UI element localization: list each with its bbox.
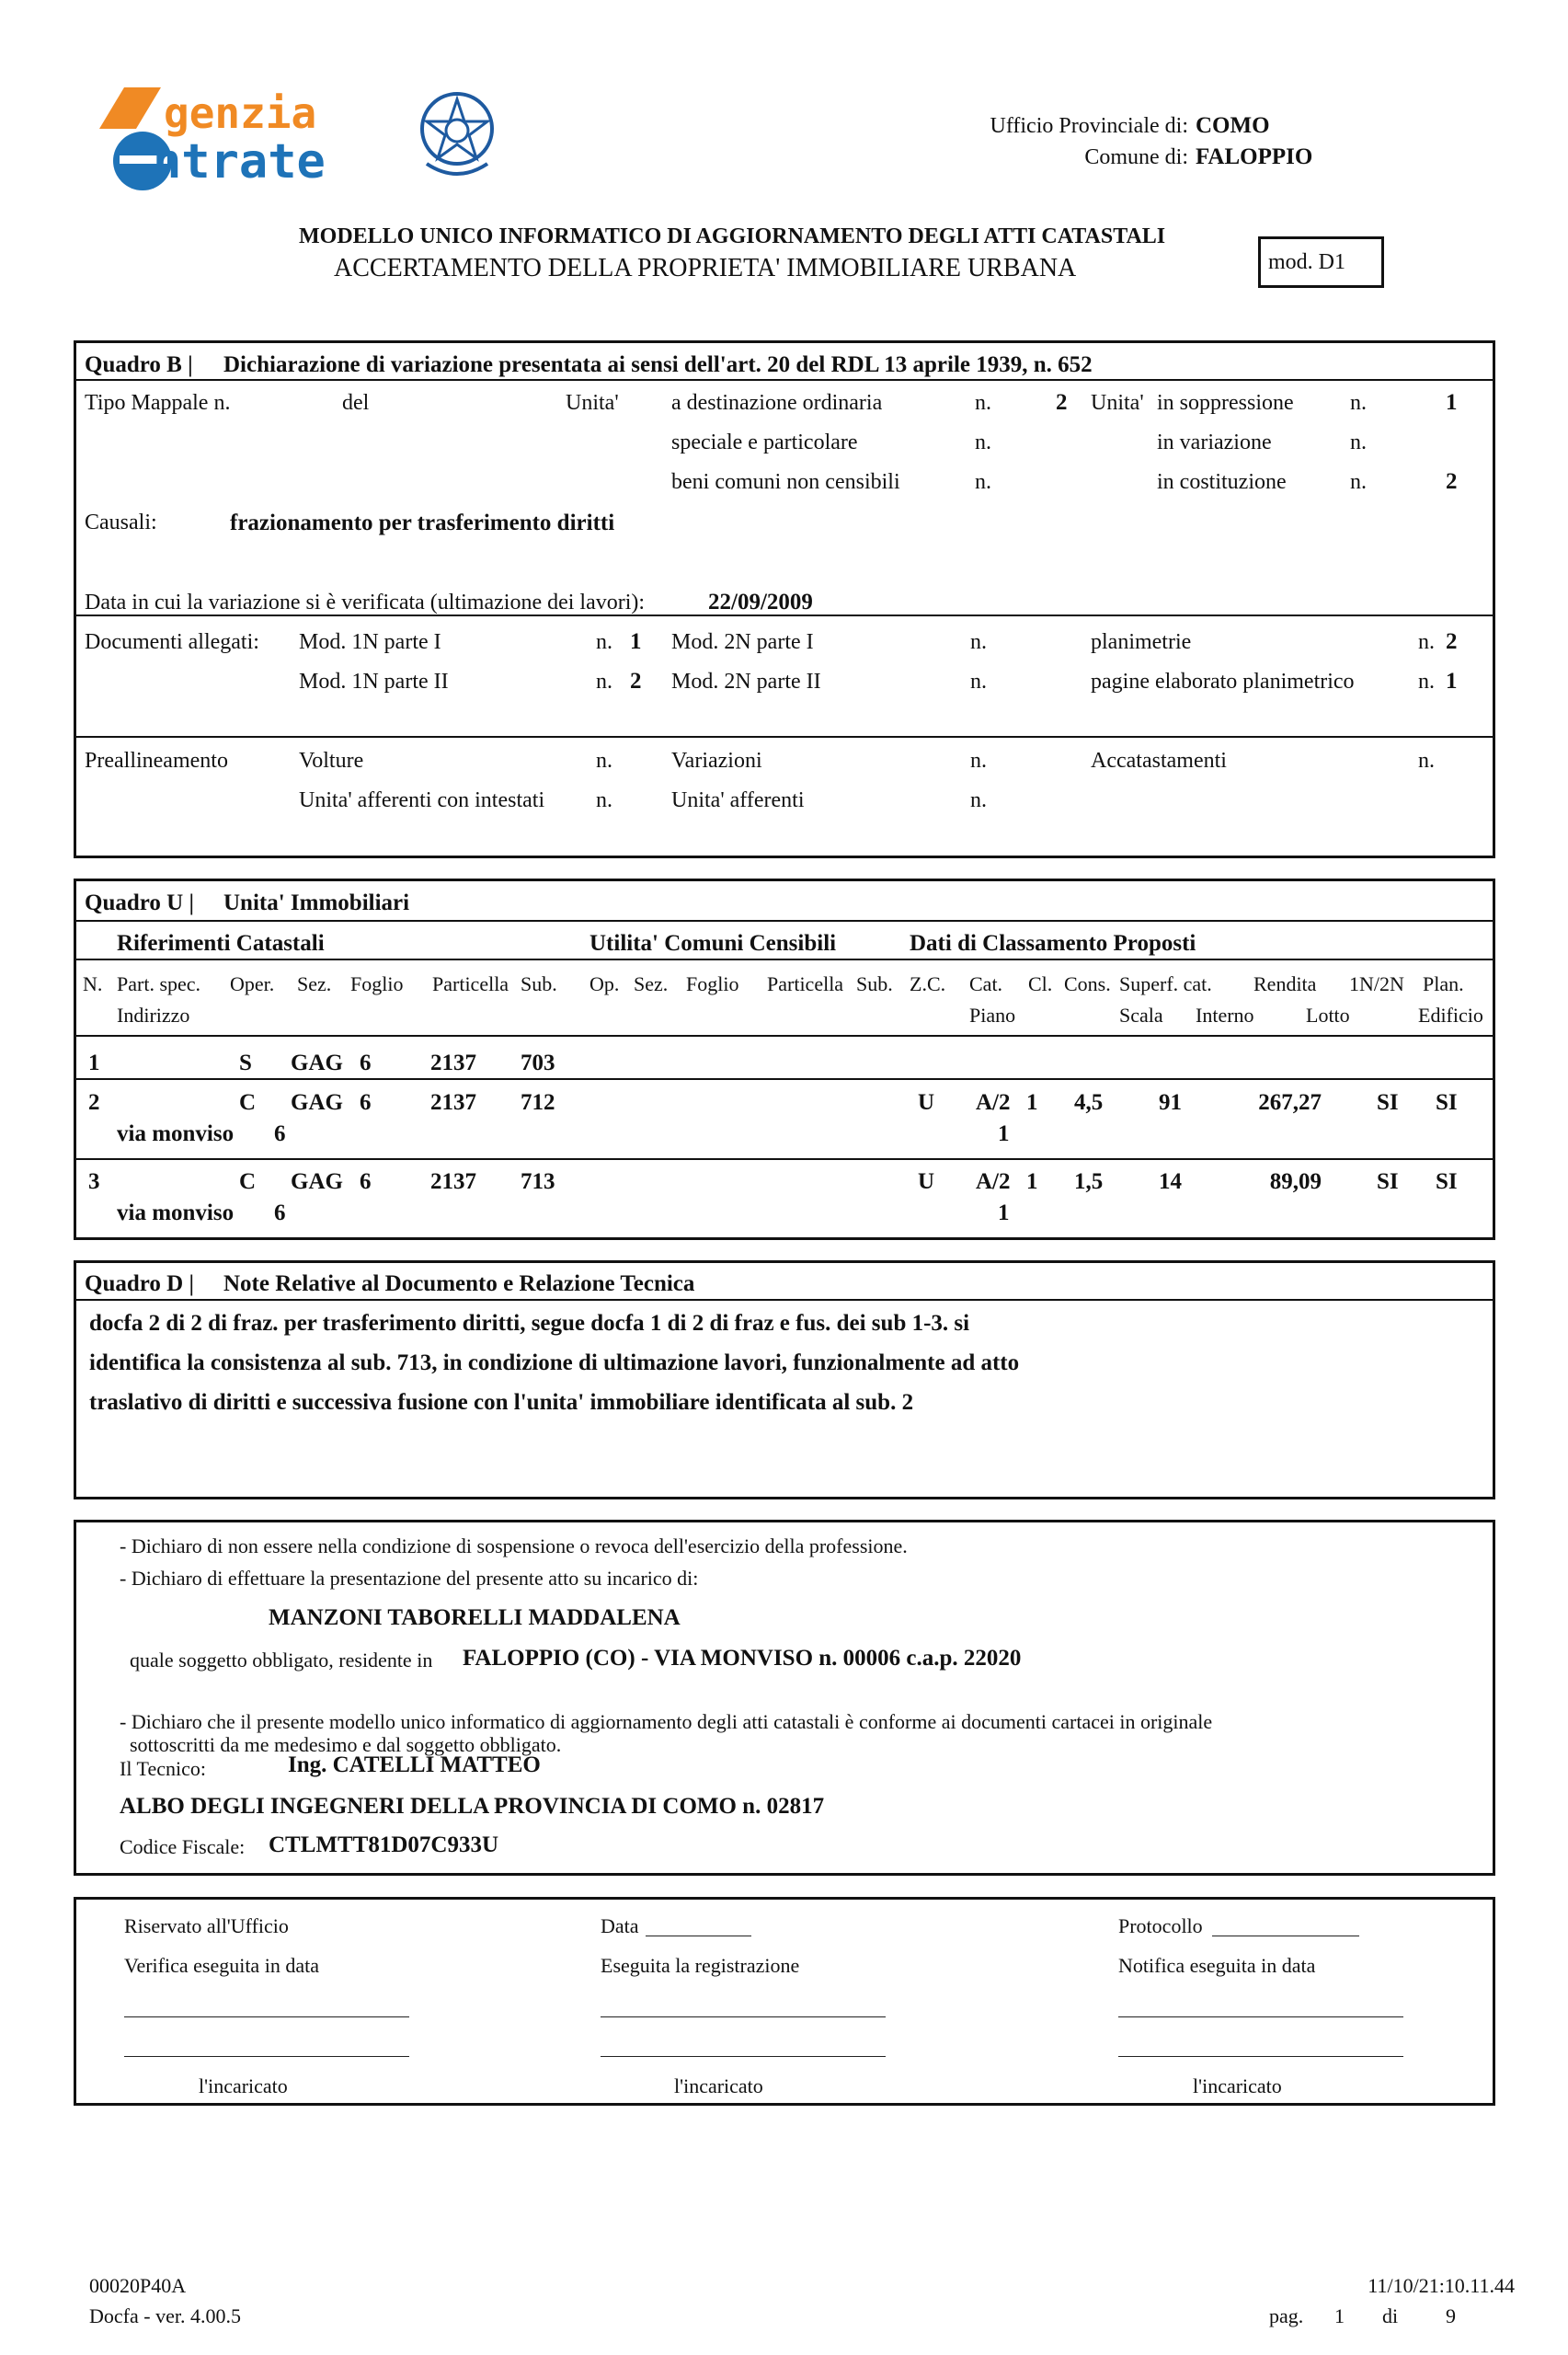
row-plan: SI bbox=[1436, 1169, 1458, 1194]
codice-fiscale-value: CTLMTT81D07C933U bbox=[269, 1832, 499, 1857]
emblem-icon bbox=[416, 83, 498, 184]
note-line-1: docfa 2 di 2 di fraz. per trasferimento diritti, segue docfa 1 di 2 di fraz e fus. dei sub 1-3. si bbox=[89, 1311, 970, 1336]
pagine-elaborato-value: 1 bbox=[1446, 669, 1458, 694]
beni-comuni-n: n. bbox=[975, 470, 991, 494]
eseguita-label: Eseguita la registrazione bbox=[601, 1954, 800, 1977]
mod-box bbox=[1258, 236, 1384, 288]
accatastamenti-n: n. bbox=[1418, 749, 1435, 773]
incaricato-1: l'incaricato bbox=[199, 2074, 288, 2097]
row-civico: 6 bbox=[274, 1121, 286, 1146]
dati-classamento-header: Dati di Classamento Proposti bbox=[910, 931, 1196, 956]
row-rendita: 89,09 bbox=[1269, 1169, 1322, 1194]
row-sub: 713 bbox=[521, 1169, 555, 1194]
row-cl: 1 bbox=[1026, 1090, 1038, 1115]
row-superf: 91 bbox=[1159, 1090, 1182, 1115]
col-sub2: Sub. bbox=[856, 972, 893, 995]
col-lotto: Lotto bbox=[1306, 1004, 1350, 1027]
albo-ingegneri: ALBO DEGLI INGEGNERI DELLA PROVINCIA DI COMO n. 02817 bbox=[120, 1794, 825, 1819]
col-particella: Particella bbox=[432, 972, 509, 995]
footer-timestamp: 11/10/21:10.11.44 bbox=[1368, 2274, 1515, 2297]
comune-label: Comune di: bbox=[1084, 145, 1188, 169]
col-edificio: Edificio bbox=[1418, 1004, 1483, 1027]
row-zc: U bbox=[918, 1090, 935, 1115]
tecnico-label: Il Tecnico: bbox=[120, 1757, 206, 1780]
quadro-b-divider-2 bbox=[75, 736, 1494, 738]
row-cons: 4,5 bbox=[1074, 1090, 1104, 1115]
mod1n-parte2-value: 2 bbox=[630, 669, 642, 694]
col-plan: Plan. bbox=[1423, 972, 1464, 995]
dichiarazione-3b: sottoscritti da me medesimo e dal soggetto obbligato. bbox=[130, 1733, 562, 1756]
footer-di-label: di bbox=[1382, 2304, 1399, 2327]
utilita-comuni-header: Utilita' Comuni Censibili bbox=[589, 931, 837, 956]
col-sub: Sub. bbox=[521, 972, 557, 995]
quadro-b-header-divider bbox=[75, 379, 1494, 381]
row-plan: SI bbox=[1436, 1090, 1458, 1115]
col-cat: Cat. bbox=[969, 972, 1003, 995]
unita-afferenti-n: n. bbox=[970, 788, 987, 812]
row-piano: 1 bbox=[998, 1200, 1010, 1225]
row-indirizzo: via monviso bbox=[117, 1200, 235, 1225]
incaricato-2: l'incaricato bbox=[674, 2074, 763, 2097]
soggetto-obbligato: MANZONI TABORELLI MADDALENA bbox=[269, 1605, 681, 1630]
quadro-d-code: Quadro D | bbox=[85, 1271, 194, 1296]
row-superf: 14 bbox=[1159, 1169, 1182, 1194]
row-foglio: 6 bbox=[360, 1051, 372, 1075]
residente-value: FALOPPIO (CO) - VIA MONVISO n. 00006 c.a.p. 22020 bbox=[463, 1646, 1022, 1671]
row-cons: 1,5 bbox=[1074, 1169, 1104, 1194]
quadro-u-groups-divider bbox=[75, 959, 1494, 960]
protocollo-label: Protocollo bbox=[1118, 1914, 1203, 1937]
row-oper: C bbox=[239, 1169, 257, 1194]
quadro-u-columns-divider bbox=[75, 1035, 1494, 1037]
quadro-u-code: Quadro U | bbox=[85, 890, 194, 915]
col-zc: Z.C. bbox=[910, 972, 946, 995]
riservato-label: Riservato all'Ufficio bbox=[124, 1914, 289, 1937]
data-variazione-value: 22/09/2009 bbox=[708, 590, 813, 615]
footer-total-pages: 9 bbox=[1446, 2304, 1456, 2327]
pagine-elaborato-n: n. bbox=[1418, 670, 1435, 694]
col-scala: Scala bbox=[1119, 1004, 1163, 1027]
verifica-line-1 bbox=[124, 2016, 409, 2017]
col-particella2: Particella bbox=[767, 972, 844, 995]
soppressione-value: 1 bbox=[1446, 390, 1458, 415]
unita-afferenti-intestati-label: Unita' afferenti con intestati bbox=[299, 788, 545, 812]
mod1n-parte1-n: n. bbox=[596, 630, 612, 654]
row-sez: GAG bbox=[291, 1051, 343, 1075]
row-particella: 2137 bbox=[430, 1051, 476, 1075]
soppressione-n: n. bbox=[1350, 391, 1367, 415]
planimetrie-value: 2 bbox=[1446, 629, 1458, 654]
documenti-label: Documenti allegati: bbox=[85, 630, 259, 654]
pagine-elaborato-label: pagine elaborato planimetrico bbox=[1091, 670, 1355, 694]
row-indirizzo: via monviso bbox=[117, 1121, 235, 1146]
col-foglio: Foglio bbox=[350, 972, 404, 995]
codice-fiscale-label: Codice Fiscale: bbox=[120, 1835, 246, 1858]
row-oper: C bbox=[239, 1090, 257, 1115]
eseguita-line-1 bbox=[601, 2016, 886, 2017]
data-label: Data bbox=[601, 1914, 639, 1937]
row-civico: 6 bbox=[274, 1200, 286, 1225]
preallineamento-label: Preallineamento bbox=[85, 749, 228, 773]
row-particella: 2137 bbox=[430, 1169, 476, 1194]
row-n: 2 bbox=[88, 1090, 100, 1115]
col-1n2n: 1N/2N bbox=[1349, 972, 1404, 995]
riferimenti-catastali-header: Riferimenti Catastali bbox=[117, 931, 325, 956]
row-1n2n: SI bbox=[1377, 1169, 1399, 1194]
del-label: del bbox=[342, 391, 370, 415]
notifica-label: Notifica eseguita in data bbox=[1118, 1954, 1316, 1977]
ufficio-label: Ufficio Provinciale di: bbox=[990, 114, 1188, 138]
row-foglio: 6 bbox=[360, 1090, 372, 1115]
mod1n-parte2-label: Mod. 1N parte II bbox=[299, 670, 449, 694]
col-rendita: Rendita bbox=[1253, 972, 1317, 995]
row-sub: 712 bbox=[521, 1090, 555, 1115]
eseguita-line-2 bbox=[601, 2056, 886, 2057]
note-line-2: identifica la consistenza al sub. 713, in condizione di ultimazione lavori, funzionalmente ad atto bbox=[89, 1350, 1020, 1375]
col-sez: Sez. bbox=[297, 972, 332, 995]
quadro-d-title: Note Relative al Documento e Relazione Tecnica bbox=[223, 1271, 695, 1296]
volture-label: Volture bbox=[299, 749, 364, 773]
speciale-n: n. bbox=[975, 431, 991, 454]
costituzione-label: in costituzione bbox=[1157, 470, 1287, 494]
col-superf: Superf. cat. bbox=[1119, 972, 1212, 995]
row-cl: 1 bbox=[1026, 1169, 1038, 1194]
unita-label: Unita' bbox=[566, 391, 619, 415]
planimetrie-label: planimetrie bbox=[1091, 630, 1192, 654]
mod1n-parte1-value: 1 bbox=[630, 629, 642, 654]
beni-comuni-label: beni comuni non censibili bbox=[671, 470, 900, 494]
dichiarazione-1: - Dichiaro di non essere nella condizione di sospensione o revoca dell'esercizio della professione. bbox=[120, 1534, 908, 1557]
comune-value: FALOPPIO bbox=[1196, 144, 1313, 169]
mod1n-parte2-n: n. bbox=[596, 670, 612, 694]
row-piano: 1 bbox=[998, 1121, 1010, 1146]
col-op2: Op. bbox=[589, 972, 620, 995]
footer-code: 00020P40A bbox=[89, 2274, 187, 2297]
row-cat: A/2 bbox=[976, 1169, 1011, 1194]
logo-text-entrate: ntrate bbox=[153, 134, 326, 190]
quadro-u-row-divider-1 bbox=[75, 1078, 1494, 1080]
ufficio-value: COMO bbox=[1196, 113, 1270, 138]
variazioni-label: Variazioni bbox=[671, 749, 762, 773]
costituzione-value: 2 bbox=[1446, 469, 1458, 494]
quadro-b-code: Quadro B | bbox=[85, 352, 193, 377]
row-n: 3 bbox=[88, 1169, 100, 1194]
incaricato-3: l'incaricato bbox=[1193, 2074, 1282, 2097]
dest-ordinaria-n: n. bbox=[975, 391, 991, 415]
dichiarazione-2: - Dichiaro di effettuare la presentazione del presente atto su incarico di: bbox=[120, 1567, 699, 1590]
row-sez: GAG bbox=[291, 1169, 343, 1194]
tecnico-value: Ing. CATELLI MATTEO bbox=[288, 1752, 541, 1777]
dichiarazione-3a: - Dichiaro che il presente modello unico informatico di aggiornamento degli atti catastali è conforme ai documenti cartacei in originale bbox=[120, 1710, 1213, 1733]
speciale-label: speciale e particolare bbox=[671, 431, 858, 454]
volture-n: n. bbox=[596, 749, 612, 773]
col-oper: Oper. bbox=[230, 972, 275, 995]
note-line-3: traslativo di diritti e successiva fusione con l'unita' immobiliare identificata al sub. 2 bbox=[89, 1390, 914, 1415]
accatastamenti-label: Accatastamenti bbox=[1091, 749, 1227, 773]
tipo-mappale-label: Tipo Mappale n. bbox=[85, 391, 231, 415]
soppressione-label: in soppressione bbox=[1157, 391, 1294, 415]
verifica-line-2 bbox=[124, 2056, 409, 2057]
footer-page-number: 1 bbox=[1334, 2304, 1345, 2327]
quadro-b-title: Dichiarazione di variazione presentata ai sensi dell'art. 20 del RDL 13 aprile 1939, n. 652 bbox=[223, 352, 1093, 377]
row-sez: GAG bbox=[291, 1090, 343, 1115]
variazione-n: n. bbox=[1350, 431, 1367, 454]
row-1n2n: SI bbox=[1377, 1090, 1399, 1115]
logo-text-agenzia: genzia bbox=[164, 88, 317, 138]
row-n: 1 bbox=[88, 1051, 100, 1075]
planimetrie-n: n. bbox=[1418, 630, 1435, 654]
col-part-spec: Part. spec. bbox=[117, 972, 201, 995]
mod2n-parte1-label: Mod. 2N parte I bbox=[671, 630, 814, 654]
mod2n-parte2-label: Mod. 2N parte II bbox=[671, 670, 821, 694]
quadro-u-title: Unita' Immobiliari bbox=[223, 890, 410, 915]
col-cl: Cl. bbox=[1028, 972, 1053, 995]
col-interno: Interno bbox=[1196, 1004, 1254, 1027]
col-piano: Piano bbox=[969, 1004, 1016, 1027]
variazione-label: in variazione bbox=[1157, 431, 1272, 454]
row-rendita: 267,27 bbox=[1258, 1090, 1322, 1115]
mod-label: mod. D1 bbox=[1268, 250, 1345, 274]
row-sub: 703 bbox=[521, 1051, 555, 1075]
unita-in-label: Unita' bbox=[1091, 391, 1144, 415]
col-n: N. bbox=[83, 972, 103, 995]
row-particella: 2137 bbox=[430, 1090, 476, 1115]
row-zc: U bbox=[918, 1169, 935, 1194]
col-indirizzo: Indirizzo bbox=[117, 1004, 190, 1027]
costituzione-n: n. bbox=[1350, 470, 1367, 494]
quadro-d-header-divider bbox=[75, 1299, 1494, 1301]
title-line-2: ACCERTAMENTO DELLA PROPRIETA' IMMOBILIARE URBANA bbox=[334, 254, 1077, 282]
col-foglio2: Foglio bbox=[686, 972, 739, 995]
residente-label: quale soggetto obbligato, residente in bbox=[130, 1648, 433, 1671]
verifica-label: Verifica eseguita in data bbox=[124, 1954, 319, 1977]
causali-label: Causali: bbox=[85, 511, 157, 534]
row-cat: A/2 bbox=[976, 1090, 1011, 1115]
notifica-line-1 bbox=[1118, 2016, 1403, 2017]
col-cons: Cons. bbox=[1064, 972, 1111, 995]
data-variazione-label: Data in cui la variazione si è verificata (ultimazione dei lavori): bbox=[85, 591, 646, 615]
mod1n-parte1-label: Mod. 1N parte I bbox=[299, 630, 441, 654]
footer-version: Docfa - ver. 4.00.5 bbox=[89, 2304, 241, 2327]
footer-pag-label: pag. bbox=[1269, 2304, 1304, 2327]
unita-afferenti-label: Unita' afferenti bbox=[671, 788, 805, 812]
mod2n-parte2-n: n. bbox=[970, 670, 987, 694]
causali-value: frazionamento per trasferimento diritti bbox=[230, 511, 615, 535]
title-line-1: MODELLO UNICO INFORMATICO DI AGGIORNAMENTO DEGLI ATTI CATASTALI bbox=[299, 224, 1166, 248]
dest-ordinaria-value: 2 bbox=[1056, 390, 1068, 415]
variazioni-n: n. bbox=[970, 749, 987, 773]
quadro-u-header-divider bbox=[75, 920, 1494, 922]
row-oper: S bbox=[239, 1051, 252, 1075]
mod2n-parte1-n: n. bbox=[970, 630, 987, 654]
row-foglio: 6 bbox=[360, 1169, 372, 1194]
col-sez2: Sez. bbox=[634, 972, 669, 995]
notifica-line-2 bbox=[1118, 2056, 1403, 2057]
quadro-u-row-divider-2 bbox=[75, 1158, 1494, 1160]
dest-ordinaria-label: a destinazione ordinaria bbox=[671, 391, 883, 415]
unita-afferenti-intestati-n: n. bbox=[596, 788, 612, 812]
